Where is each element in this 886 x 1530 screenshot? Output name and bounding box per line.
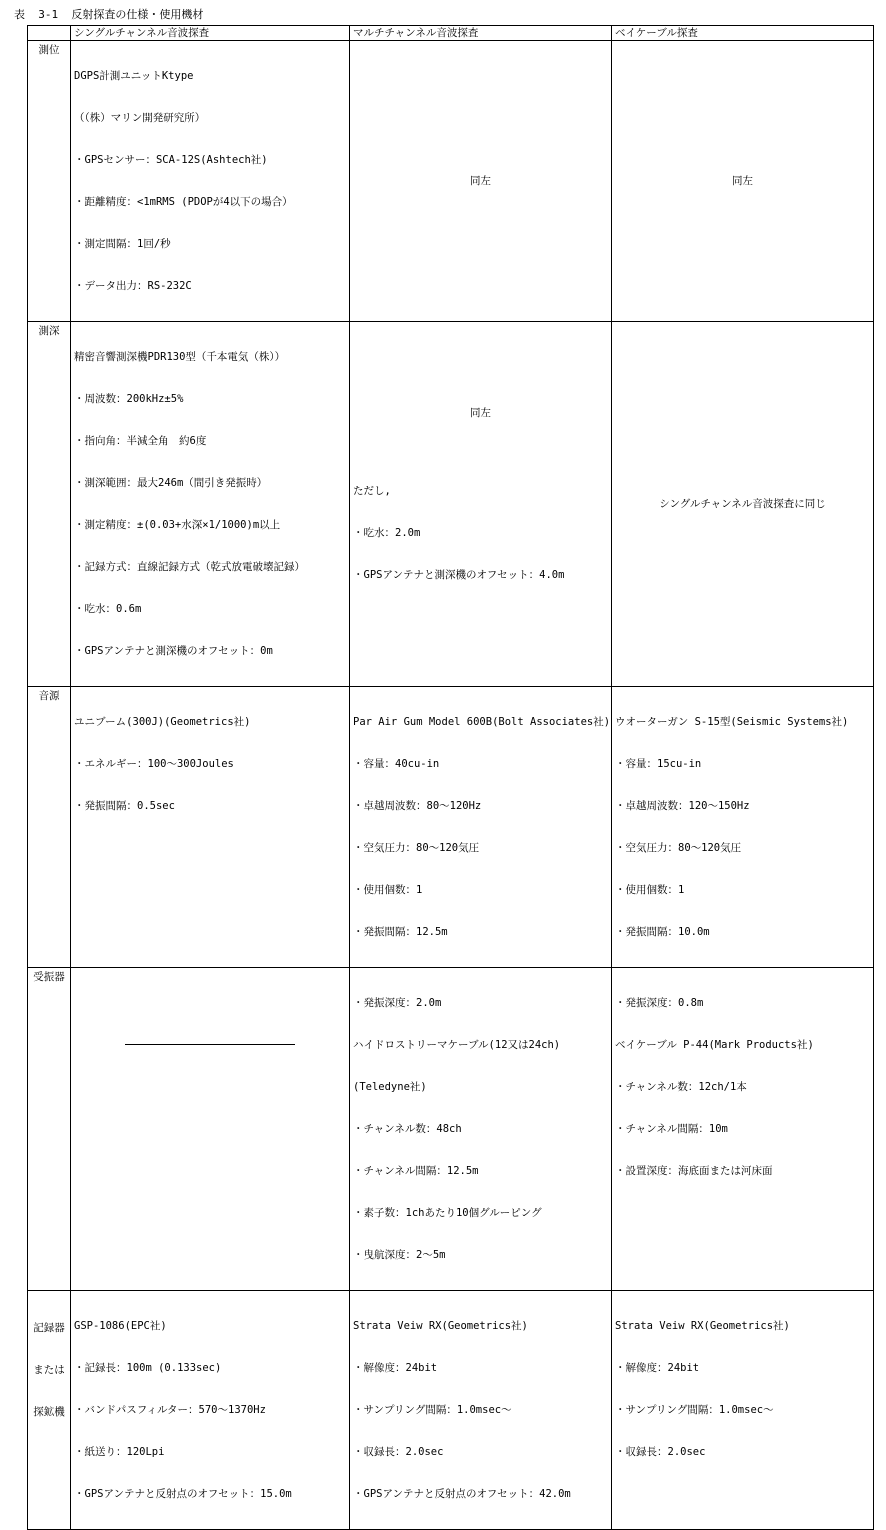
list-item: ・チャンネル間隔：12.5m [353, 1165, 479, 1177]
row-recorder [28, 1291, 874, 1530]
list-item: ・周波数：200kHz±5% [74, 393, 184, 405]
list-item: ・発振間隔：10.0m [615, 926, 710, 938]
list-item: ・曳航深度：2～5m [353, 1249, 446, 1261]
list-item: ただし, [353, 485, 391, 497]
list-item: ・GPSアンテナと反射点のオフセット：15.0m [74, 1488, 292, 1500]
list-item: ユニブーム(300J)(Geometrics社) [74, 716, 251, 728]
row-source [28, 687, 874, 968]
cell-positioning-multi: 同左 [350, 41, 612, 322]
list-item: ・使用個数：1 [615, 884, 685, 896]
cell-receiver-bay [612, 968, 874, 1291]
cell-sounding-bay: シングルチャンネル音波探査に同じ [612, 322, 874, 687]
list-item: ・記録長：100m (0.133sec) [74, 1362, 222, 1374]
list-item: ・解像度：24bit [353, 1362, 438, 1374]
row-sounding [28, 322, 874, 687]
list-item: ・設置深度：海底面または河床面 [615, 1165, 773, 1177]
list-item: ・サンプリング間隔：1.0msec～ [353, 1404, 512, 1416]
cell-sounding-multi [350, 322, 612, 687]
list-item: ・卓越周波数：120～150Hz [615, 800, 750, 812]
list-item: ・卓越周波数：80～120Hz [353, 800, 482, 812]
cell-sounding-single [71, 322, 350, 687]
category-line: 記録器 [33, 1322, 65, 1334]
list-item: ・発振深度：2.0m [353, 997, 442, 1009]
list-item: Strata Veiw RX(Geometrics社) [353, 1320, 528, 1332]
list-item: ・発振間隔：12.5m [353, 926, 448, 938]
list-item: ・吃水：2.0m [353, 527, 421, 539]
list-item: DGPS計測ユニットKtype [74, 70, 194, 82]
cell-source-bay [612, 687, 874, 968]
list-item: ・GPSセンサー：SCA-12S(Ashtech社) [74, 154, 268, 166]
list-item: （（株）マリン開発研究所） [74, 112, 206, 124]
list-item: ・GPSアンテナと反射点のオフセット：42.0m [353, 1488, 571, 1500]
list-item: ・サンプリング間隔：1.0msec～ [615, 1404, 774, 1416]
category-source: 音源 [28, 687, 71, 968]
list-item: ・チャンネル数：12ch/1本 [615, 1081, 747, 1093]
cell-receiver-single [71, 968, 350, 1291]
header-corner [28, 26, 71, 41]
category-line: または [33, 1364, 65, 1376]
list-item: ・解像度：24bit [615, 1362, 700, 1374]
list-item: ・空気圧力：80～120気圧 [353, 842, 480, 854]
row-positioning [28, 41, 874, 322]
cell-positioning-bay: 同左 [612, 41, 874, 322]
list-item: ・素子数：1chあたり10個グルーピング [353, 1207, 542, 1219]
not-applicable-line [125, 1044, 295, 1045]
category-line: 探鉱機 [33, 1406, 65, 1418]
list-item: ・距離精度：<1mRMS (PDOPが4以下の場合） [74, 196, 293, 208]
cell-positioning-single [71, 41, 350, 322]
category-recorder [28, 1291, 71, 1530]
list-item: ・紙送り：120Lpi [74, 1446, 165, 1458]
category-positioning: 測位 [28, 41, 71, 322]
same-as-left-label: 同左 [470, 407, 491, 419]
list-item: ベイケーブル P-44(Mark Products社) [615, 1039, 814, 1051]
list-item: ・空気圧力：80～120気圧 [615, 842, 742, 854]
header-bay-cable: ベイケーブル探査 [612, 26, 874, 41]
header-row [28, 26, 874, 41]
list-item: ・使用個数：1 [353, 884, 423, 896]
list-item: ウオーターガン S-15型(Seismic Systems社) [615, 716, 849, 728]
list-item: ・チャンネル数：48ch [353, 1123, 462, 1135]
category-receiver: 受振器 [28, 968, 71, 1291]
list-item: (Teledyne社) [353, 1081, 427, 1093]
cell-receiver-multi [350, 968, 612, 1291]
list-item: ・容量：40cu-in [353, 758, 440, 770]
header-multi-channel: マルチチャンネル音波探査 [350, 26, 612, 41]
list-item: Par Air Gum Model 600B(Bolt Associates社) [353, 716, 611, 728]
list-item: ・GPSアンテナと測深機のオフセット：0m [74, 645, 273, 657]
list-item: ・測定精度：±(0.03+水深×1/1000)m以上 [74, 519, 281, 531]
category-sounding: 測深 [28, 322, 71, 687]
cell-recorder-single [71, 1291, 350, 1530]
list-item: 精密音響測深機PDR130型（千本電気（株）） [74, 351, 286, 363]
cell-source-multi [350, 687, 612, 968]
cell-source-single [71, 687, 350, 968]
row-receiver [28, 968, 874, 1291]
list-item: ・バンドパスフィルター：570～1370Hz [74, 1404, 266, 1416]
table-caption: 表 3-1 反射探査の仕様・使用機材 [14, 8, 204, 21]
list-item: ・エネルギー：100～300Joules [74, 758, 234, 770]
list-item: ・測深範囲：最大246m（間引き発振時） [74, 477, 268, 489]
cell-recorder-multi [350, 1291, 612, 1530]
cell-recorder-bay [612, 1291, 874, 1530]
spec-table [27, 25, 874, 1530]
header-single-channel: シングルチャンネル音波探査 [71, 26, 350, 41]
list-item: ・収録長：2.0sec [615, 1446, 706, 1458]
list-item: ハイドロストリーマケーブル(12又は24ch) [353, 1039, 561, 1051]
list-item: ・吃水：0.6m [74, 603, 142, 615]
list-item: ・チャンネル間隔：10m [615, 1123, 728, 1135]
list-item: ・GPSアンテナと測深機のオフセット：4.0m [353, 569, 565, 581]
list-item: ・測定間隔：1回/秒 [74, 238, 171, 250]
list-item: ・収録長：2.0sec [353, 1446, 444, 1458]
list-item: GSP-1086(EPC社) [74, 1320, 167, 1332]
list-item: ・発振間隔：0.5sec [74, 800, 175, 812]
list-item: Strata Veiw RX(Geometrics社) [615, 1320, 790, 1332]
list-item: ・指向角：半減全角 約6度 [74, 435, 207, 447]
list-item: ・容量：15cu-in [615, 758, 702, 770]
list-item: ・発振深度：0.8m [615, 997, 704, 1009]
list-item: ・データ出力：RS-232C [74, 280, 192, 292]
list-item: ・記録方式：直線記録方式（乾式放電破壊記録） [74, 561, 305, 573]
